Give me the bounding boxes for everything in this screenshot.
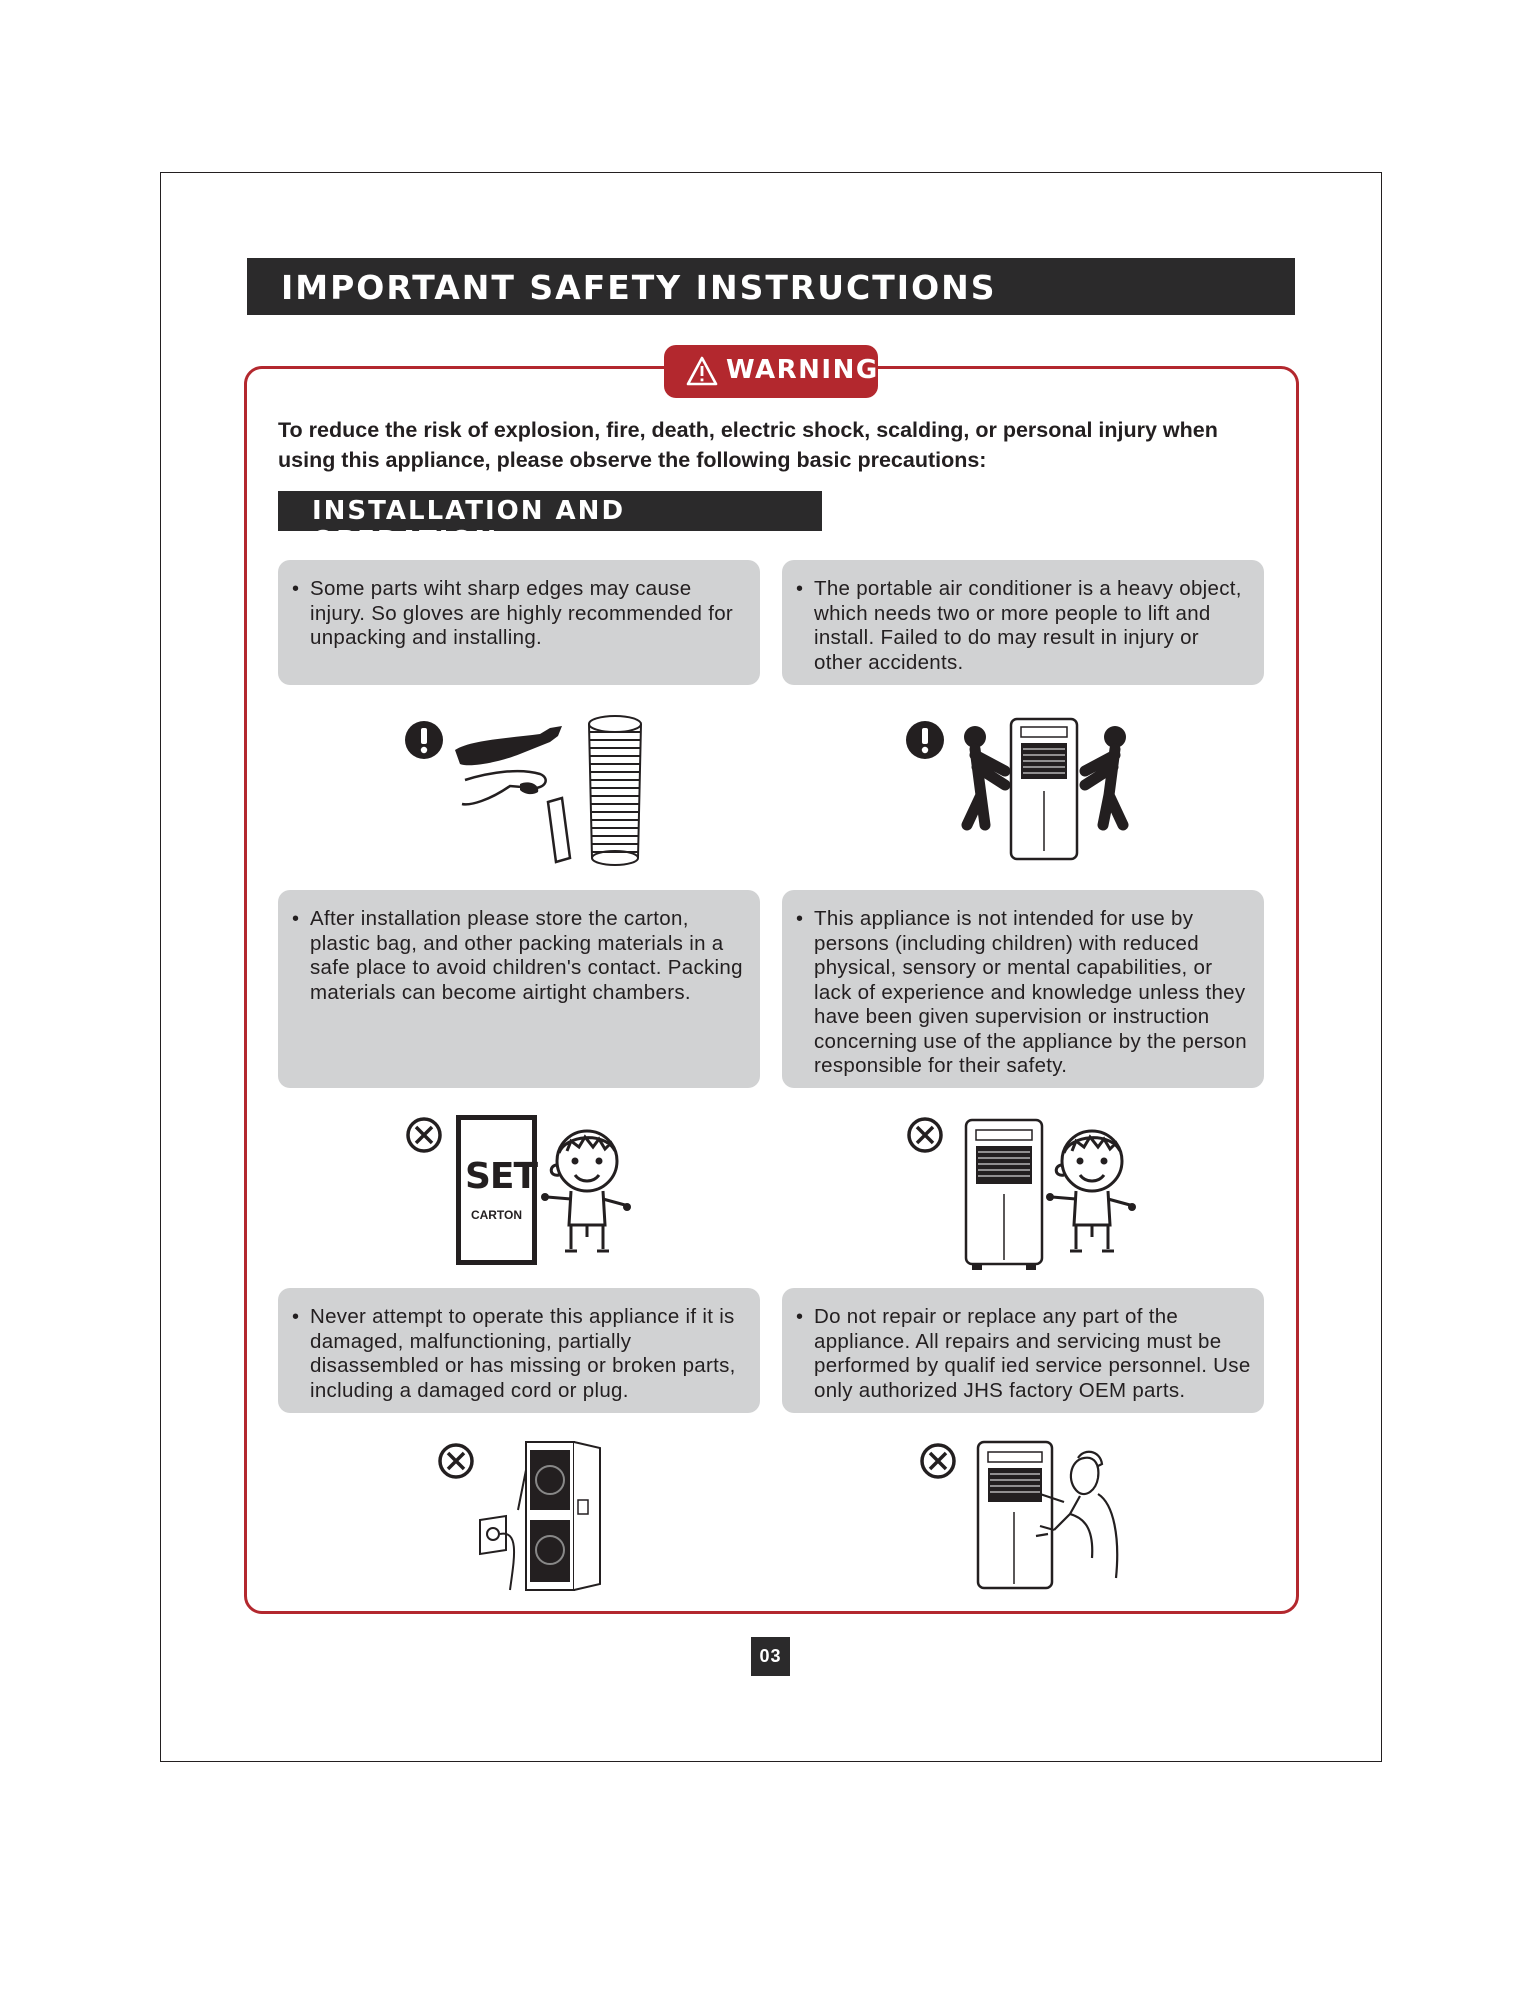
warning-badge <box>664 345 878 398</box>
instruction-card-packaging <box>278 890 760 1088</box>
page-number: 03 <box>751 1637 790 1676</box>
exclamation-icon <box>905 720 945 760</box>
instruction-text: Never attempt to operate this appliance if it is damaged, malfunctioning, partially disassembled or has missing or broken parts, including a damaged cord or plug. <box>310 1305 736 1402</box>
bullet: • <box>292 908 300 930</box>
instruction-card-gloves <box>278 560 760 685</box>
prohibited-icon <box>405 1116 443 1154</box>
instruction-card-damaged <box>278 1288 760 1413</box>
section-title: INSTALLATION AND OPERATION <box>312 496 626 556</box>
carton-label: CARTON <box>470 1208 523 1222</box>
bullet: • <box>292 578 300 600</box>
repair-person-illustration <box>974 1438 1134 1596</box>
header-bar <box>247 258 1295 315</box>
bullet: • <box>796 1306 804 1328</box>
bullet: • <box>796 908 804 930</box>
air-conditioner-illustration <box>962 1114 1046 1272</box>
warning-label: WARNING <box>726 355 879 385</box>
two-people-lifting-illustration <box>945 715 1145 865</box>
gloves-and-hose-illustration <box>450 710 680 870</box>
instruction-card-heavy <box>782 560 1264 685</box>
prohibited-icon <box>919 1442 957 1480</box>
carton-set-label: SET <box>465 1156 538 1197</box>
instruction-text: After installation please store the carton, plastic bag, and other packing materials in a safe place to avoid children's contact. Packing materials can become airtight chambers. <box>310 907 743 1004</box>
warning-triangle-icon <box>686 356 718 386</box>
prohibited-icon <box>906 1116 944 1154</box>
section-bar <box>278 491 822 556</box>
intro-text: To reduce the risk of explosion, fire, death, electric shock, scalding, or personal injury when using this appliance, please observe the following basic precautions: <box>278 418 1218 472</box>
exclamation-icon <box>404 720 444 760</box>
child-illustration <box>1040 1125 1140 1265</box>
page-title: IMPORTANT SAFETY INSTRUCTIONS <box>281 268 997 307</box>
instruction-text: The portable air conditioner is a heavy object, which needs two or more people to lift and install. Failed to do may result in injury or other accidents. <box>814 577 1242 674</box>
instruction-text: Some parts wiht sharp edges may cause injury. So gloves are highly recommended for unpacking and installing. <box>310 577 734 649</box>
child-illustration <box>535 1125 635 1265</box>
bullet: • <box>796 578 804 600</box>
bullet: • <box>292 1306 300 1328</box>
instruction-text: Do not repair or replace any part of the appliance. All repairs and servicing must be performed by qualif ied service personnel. Use only authorized JHS factory OEM parts. <box>814 1305 1251 1402</box>
instruction-card-repair <box>782 1288 1264 1413</box>
instruction-card-capabilities <box>782 890 1264 1088</box>
damaged-unit-illustration <box>470 1440 620 1592</box>
carton-box <box>456 1115 537 1265</box>
instruction-text: This appliance is not intended for use by persons (including children) with reduced physical, sensory or mental capabilities, or lack of experience and knowledge unless they have been given supervision or instruction concerning use of the appliance by the person responsible for their safety. <box>814 907 1247 1077</box>
